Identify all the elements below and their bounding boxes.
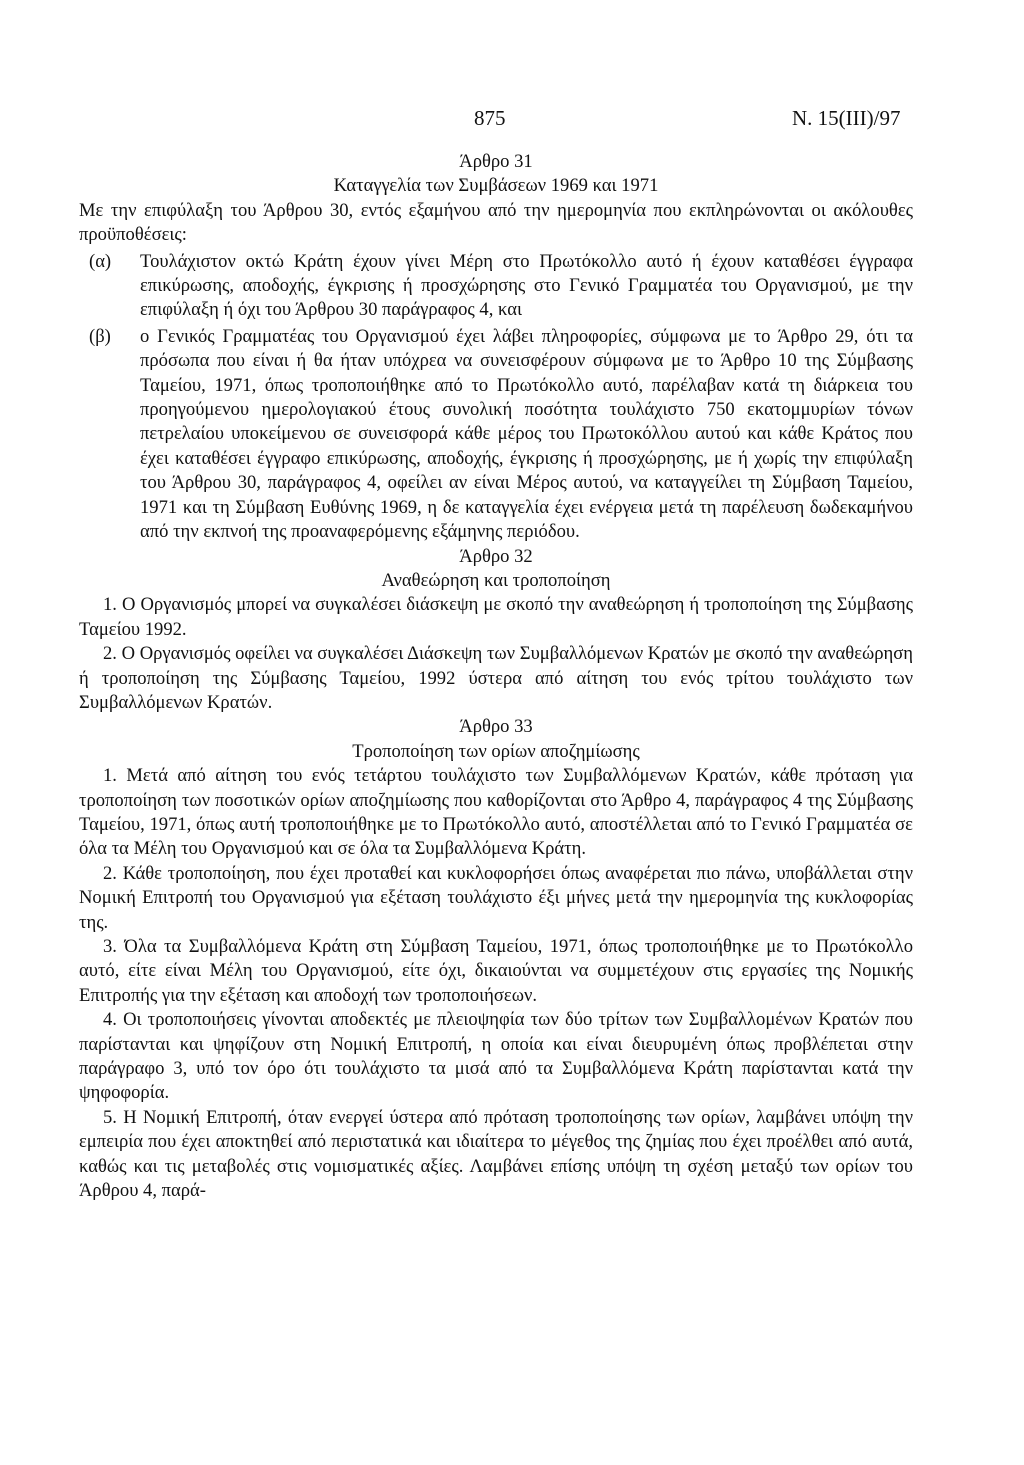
article-31-item-b (79, 325, 913, 545)
article-32-title: Άρθρο 32 (459, 545, 533, 567)
article-31-intro: Με την επιφύλαξη του Άρθρου 30, εντός εξαμήνου από την ημερομηνία που εκπληρώνονται οι ακόλουθες προϋποθέσεις: (79, 199, 913, 246)
article-33-paragraph-5: 5. Η Νομική Επιτροπή, όταν ενεργεί ύστερα από πρόταση τροποποίησης των ορίων, λαμβάνει υπόψη την εμπειρία που έχει αποκτηθεί από περιστατικά και ιδιαίτερα το μέγεθος της ζημίας που έχει προέλθει από αυτά, καθώς και τις μεταβολές στις νομισματικές αξίες. Λαμβάνει επίσης υπόψη τη σχέση μεταξύ των ορίων του Άρθρου 4, παρά- (79, 1106, 913, 1202)
article-32-subtitle: Αναθεώρηση και τροποποίηση (381, 569, 611, 591)
article-31-subtitle: Καταγγελία των Συμβάσεων 1969 και 1971 (333, 175, 659, 197)
article-33-paragraph-2: 2. Κάθε τροποποίηση, που έχει προταθεί και κυκλοφορήσει όπως αναφέρεται πιο πάνω, υποβάλλεται στην Νομική Επιτροπή του Οργανισμού για εξέταση τουλάχιστο έξι μήνες μετά την ημερομηνία της κυκλοφορίας της. (79, 862, 913, 933)
article-33-paragraph-4: 4. Οι τροποποιήσεις γίνονται αποδεκτές με πλειοψηφία των δύο τρίτων των Συμβαλλομένων Κρατών που παρίστανται και ψηφίζουν στη Νομική Επιτροπή, η οποία και είναι διευρυμένη όπως προβλέπεται στην παράγραφο 3, υπό τον όρο ότι τουλάχιστο τα μισά από τα Συμβαλλόμενα Κράτη παρίστανται κατά την ψηφοφορία. (79, 1009, 913, 1104)
article-33-title: Άρθρο 33 (459, 716, 533, 738)
article-32-paragraph-1: 1. Ο Οργανισμός μπορεί να συγκαλέσει διάσκεψη με σκοπό την αναθεώρηση ή τροποποίηση της Σύμβασης Ταμείου 1992. (79, 594, 913, 640)
article-32-paragraph-2: 2. Ο Οργανισμός οφείλει να συγκαλέσει Διάσκεψη των Συμβαλλόμενων Κρατών με σκοπό την αναθεώρηση ή τροποποίηση της Σύμβασης Ταμείου, 1992 ύστερα από αίτηση του ενός τρίτου τουλάχιστο των Συμβαλλόμενων Κρατών. (79, 643, 913, 713)
article-33-paragraph-3: 3. Όλα τα Συμβαλλόμενα Κράτη στη Σύμβαση Ταμείου, 1971, όπως τροποποιήθηκε με το Πρωτόκολλο αυτό, είτε είναι Μέλη του Οργανισμού, είτε όχι, δικαιούνται να συμμετέχουν στις εργασίες της Νομικής Επιτροπής για την εξέταση και αποδοχή των τροποποιήσεων. (79, 936, 913, 1006)
article-33-subtitle: Τροποποίηση των ορίων αποζημίωσης (352, 740, 640, 762)
item-text: Τουλάχιστον οκτώ Κράτη έχουν γίνει Μέρη στο Πρωτόκολλο αυτό ή έχουν καταθέσει έγγραφα επικύρωσης, αποδοχής, έγκρισης ή προσχώρησης στο Γενικό Γραμματέα του Οργανισμού, με την επιφύλαξη ή όχι του Άρθρου 30 παράγραφος 4, και (140, 250, 913, 321)
item-text: ο Γενικός Γραμματέας του Οργανισμού έχει λάβει πληροφορίες, σύμφωνα με το Άρθρο 29, ότι τα πρόσωπα που είναι ή θα ήταν υπόχρεα να συνεισφέρουν σύμφωνα με το Άρθρο 10 της Σύμβασης Ταμείου, 1971, όπως τροποποιήθηκε από το Πρωτόκολλο αυτό, παρέλαβαν κατά τη διάρκεια του προηγούμενου ημερολογιακού έτους συνολική ποσότητα τουλάχιστο 750 εκατομμυρίων τόνων πετρελαίου υποκείμενου σε συνεισφορά κάθε μέρος του Πρωτοκόλλου αυτού και κάθε Κράτος που έχει καταθέσει έγγραφο επικύρωσης, αποδοχής, έγκρισης ή προσχώρησης, με ή χωρίς την επιφύλαξη του Άρθρου 30, παράγραφος 4, οφείλει αν είναι Μέρος αυτού, να καταγγείλει τη Σύμβαση Ταμείου, 1971 και τη Σύμβαση Ευθύνης 1969, η δε καταγγελία έχει ενέργεια μετά τη παρέλευση δωδεκαμήνου από την εκπνοή της προαναφερόμενης εξάμηνης περιόδου. (140, 325, 913, 543)
item-label: (α) (89, 250, 112, 272)
page-header (0, 106, 1024, 136)
item-label: (β) (89, 325, 111, 347)
law-number: Ν. 15(III)/97 (792, 106, 901, 130)
article-33-paragraph-1: 1. Μετά από αίτηση του ενός τετάρτου τουλάχιστο των Συμβαλλόμενων Κρατών, κάθε πρόταση για τροποποίηση των ποσοτικών ορίων αποζημίωσης που καθορίζονται στο Άρθρο 4, παράγραφος 4 της Σύμβασης Ταμείου, 1971, όπως αυτή τροποποιήθηκε με το Πρωτόκολλο αυτό, αποστέλλεται από το Γενικό Γραμματέα σε όλα τα Μέλη του Οργανισμού και σε όλα τα Συμβαλλόμενα Κράτη. (79, 765, 913, 860)
document-body (79, 150, 913, 1203)
article-31-item-a (79, 250, 913, 323)
article-31-title: Άρθρο 31 (459, 151, 533, 172)
page-number: 875 (474, 106, 506, 130)
